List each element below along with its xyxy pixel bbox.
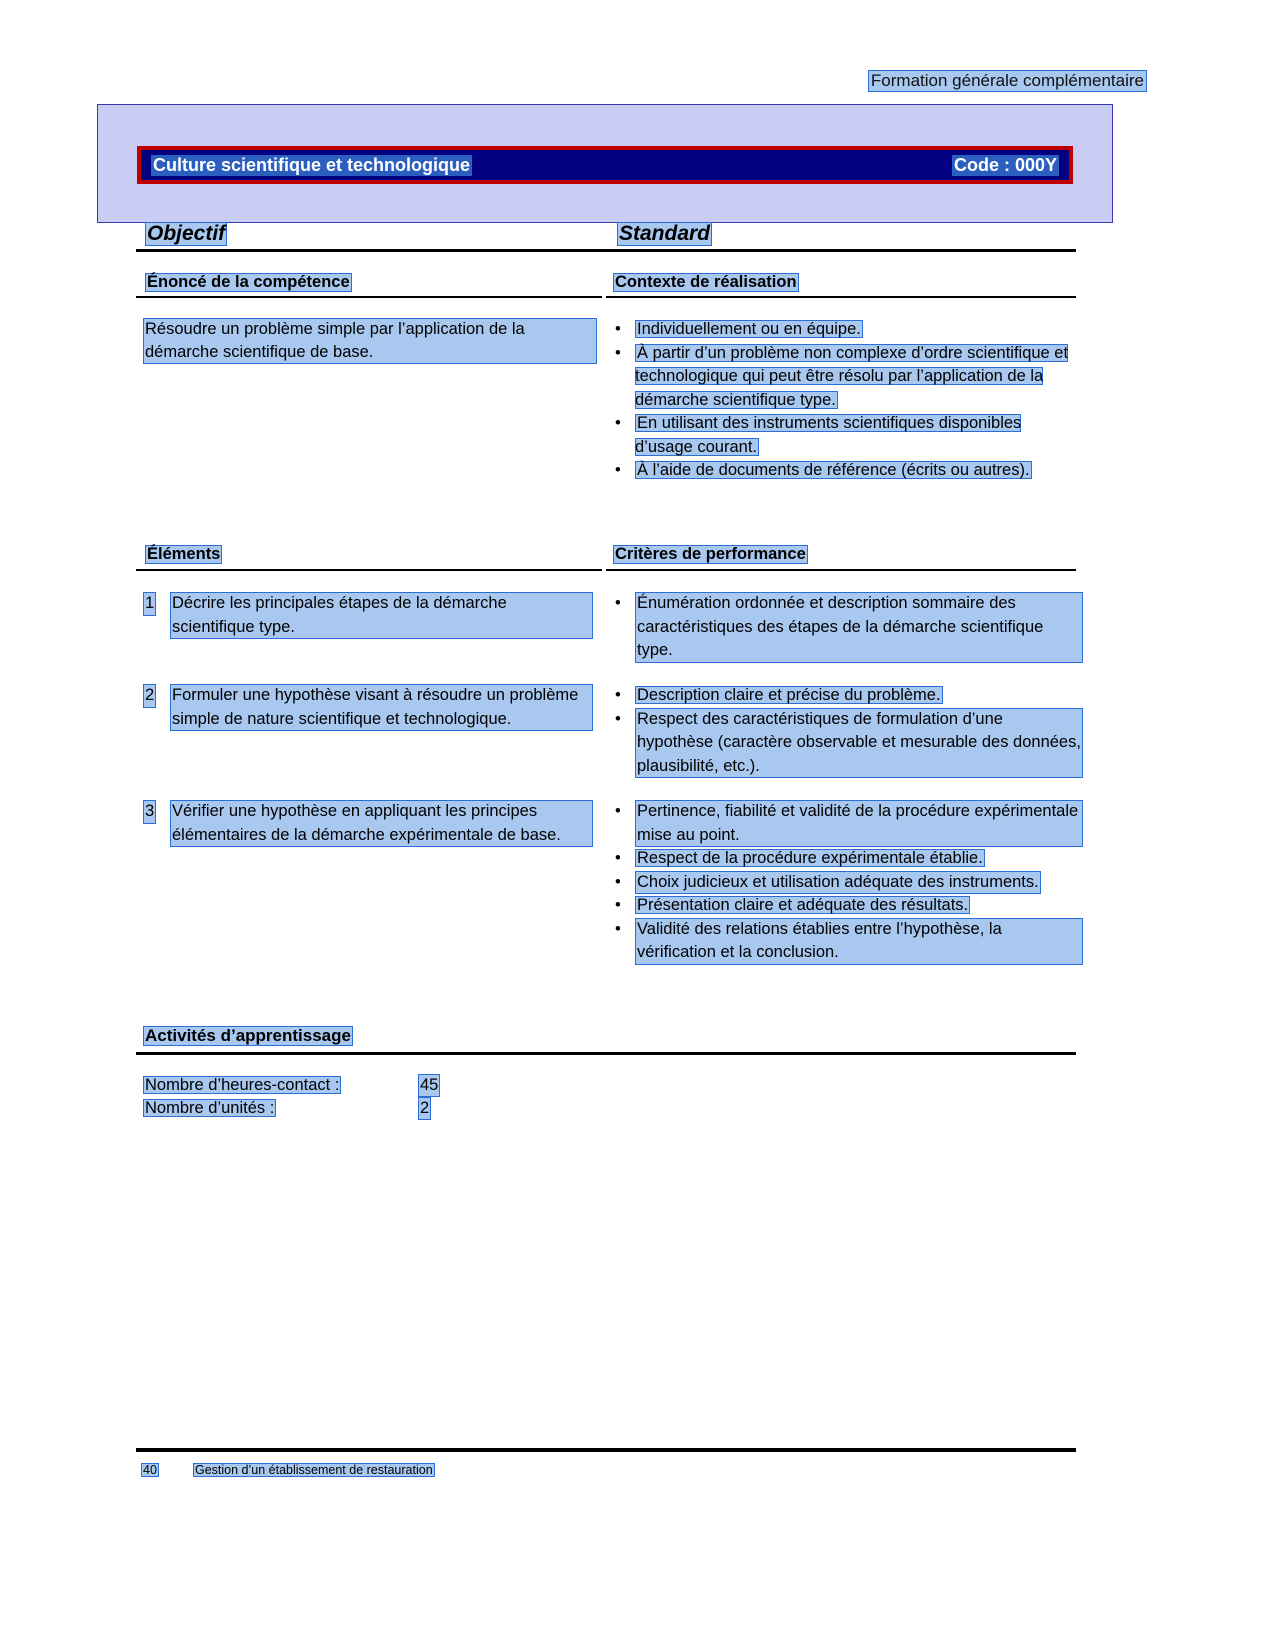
enonce-text: Résoudre un problème simple par l’application de la démarche scientifique de base.: [143, 318, 597, 364]
element-row: [143, 684, 593, 731]
list-item: [613, 708, 1083, 779]
contexte-heading: Contexte de réalisation: [615, 273, 797, 291]
bullet-icon: •: [615, 896, 621, 914]
bullet-icon: •: [615, 709, 621, 728]
list-item: [613, 342, 1083, 413]
activites-heading: Activités d’apprentissage: [145, 1026, 351, 1045]
list-item: [613, 918, 1083, 965]
divider-criteres: [606, 569, 1076, 571]
hours-contact-row: [143, 1074, 463, 1097]
bullet-icon: •: [615, 343, 621, 362]
units-row: [143, 1097, 463, 1120]
element-row: [143, 592, 593, 639]
critere-text: Énumération ordonnée et description sommaire des caractéristiques des étapes de la démarche scientifique type.: [635, 592, 1083, 663]
critere-text: Validité des relations établies entre l’hypothèse, la vérification et la conclusion.: [635, 918, 1083, 965]
bullet-icon: •: [615, 802, 621, 820]
critere-text: Pertinence, fiabilité et validité de la procédure expérimentale mise au point.: [635, 800, 1083, 847]
element-number: 2: [143, 684, 156, 708]
list-item: [613, 592, 1083, 663]
element-text: Vérifier une hypothèse en appliquant les principes élémentaires de la démarche expérimentale de base.: [170, 800, 593, 847]
critere-text: Description claire et précise du problème.: [637, 686, 941, 704]
list-item: [613, 871, 1083, 895]
bullet-icon: •: [615, 849, 621, 867]
objectif-heading: Objectif: [147, 222, 226, 245]
divider-contexte: [606, 296, 1076, 298]
hours-contact-value: 45: [418, 1074, 440, 1097]
contexte-item-text: À partir d’un problème non complexe d’ordre scientifique et technologique qui peut être résolu par l’application de la démarche scientifique type.: [635, 343, 1069, 409]
bullet-icon: •: [615, 320, 621, 338]
units-label: Nombre d’unités :: [145, 1099, 275, 1117]
footer-document-title: Gestion d’un établissement de restauration: [195, 1463, 433, 1477]
contexte-item-text: En utilisant des instruments scientifiques disponibles d’usage courant.: [635, 414, 1022, 456]
competency-title-box: [97, 104, 1113, 223]
element-number: 1: [143, 592, 156, 616]
competency-code: Code : 000Y: [953, 154, 1057, 175]
element-text: Formuler une hypothèse visant à résoudre un problème simple de nature scientifique et technologique.: [170, 684, 593, 731]
contexte-item-text: Individuellement ou en équipe.: [637, 320, 861, 338]
critere-text: Présentation claire et adéquate des résultats.: [637, 896, 969, 914]
bullet-icon: •: [615, 919, 621, 938]
footer-page-number: 40: [143, 1463, 157, 1477]
critere-text: Respect des caractéristiques de formulation d’une hypothèse (caractère observable et mesurable des données, plausibilité, etc.).: [635, 708, 1083, 779]
element-number: 3: [143, 800, 156, 824]
competency-title-text: Culture scientifique et technologique: [153, 154, 471, 175]
critere-text: Choix judicieux et utilisation adéquate des instruments.: [635, 871, 1041, 895]
divider-activites: [136, 1052, 1076, 1055]
bullet-icon: •: [615, 461, 621, 479]
bullet-icon: •: [615, 594, 621, 612]
element-text: Décrire les principales étapes de la démarche scientifique type.: [170, 592, 593, 639]
bullet-icon: •: [615, 414, 621, 432]
divider-enonce: [136, 296, 602, 298]
list-item: [613, 894, 1083, 918]
criteres-list: [613, 800, 1083, 965]
competency-title-inner: [141, 150, 1069, 180]
header-note: Formation générale complémentaire: [868, 70, 1147, 92]
list-item: [613, 847, 1083, 871]
element-row: [143, 800, 593, 847]
units-value: 2: [418, 1097, 431, 1120]
criteres-list: [613, 592, 1083, 663]
hours-contact-label: Nombre d’heures-contact :: [145, 1076, 340, 1094]
bullet-icon: •: [615, 686, 621, 704]
standard-heading: Standard: [619, 222, 711, 245]
list-item: [613, 412, 1083, 459]
competency-title-border: [137, 146, 1073, 184]
footer-divider: [136, 1448, 1076, 1452]
elements-heading: Éléments: [147, 545, 221, 563]
bullet-icon: •: [615, 872, 621, 891]
divider-elements: [136, 569, 602, 571]
divider-objectif-standard: [136, 249, 1076, 252]
criteres-list: [613, 684, 1083, 778]
list-item: [613, 459, 1083, 483]
list-item: [613, 800, 1083, 847]
critere-text: Respect de la procédure expérimentale établie.: [637, 849, 983, 867]
enonce-heading: Énoncé de la compétence: [147, 273, 350, 291]
contexte-item-text: À l’aide de documents de référence (écrits ou autres).: [637, 461, 1030, 479]
list-item: [613, 684, 1083, 708]
list-item: [613, 318, 1083, 342]
criteres-heading: Critères de performance: [615, 545, 806, 563]
contexte-list: [613, 318, 1083, 483]
